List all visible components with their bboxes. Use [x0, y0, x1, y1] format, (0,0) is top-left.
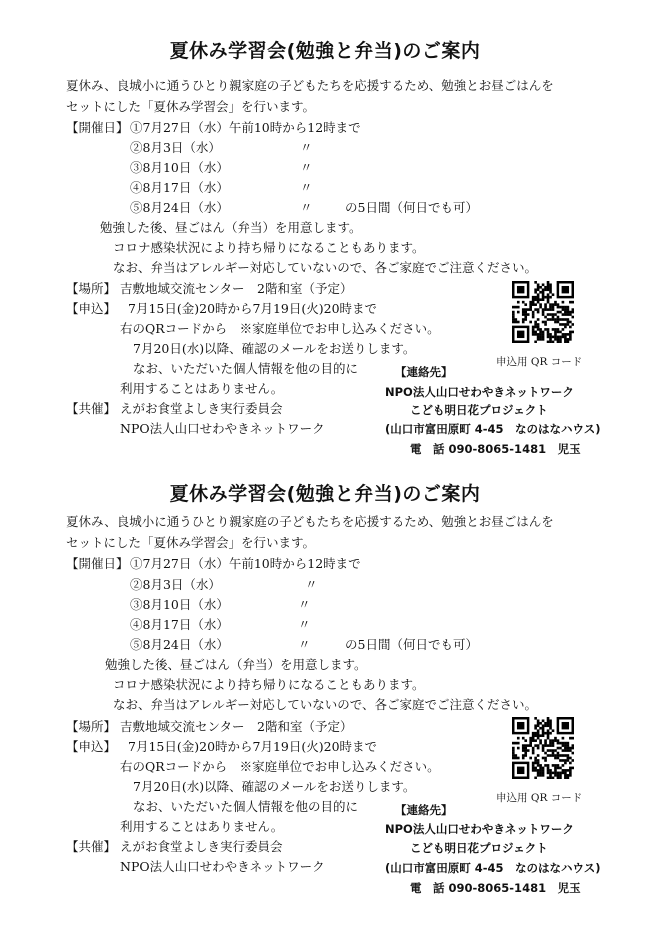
date-item: ⑤8月24日（水）: [130, 200, 229, 215]
sponsor-name: えがお食堂よしき実行委員会: [120, 401, 283, 416]
apply-label: 【申込】: [66, 739, 117, 754]
qr-caption: 申込用 QR コード: [496, 792, 583, 804]
date-item: ①7月27日（水）午前10時から12時まで: [130, 556, 361, 571]
intro-line: セットにした「夏休み学習会」を行います。: [66, 99, 316, 114]
apply-line: なお、いただいた個人情報を他の目的に: [133, 799, 359, 814]
qr-code-icon[interactable]: [512, 281, 574, 343]
date-label: 【開催日】: [66, 556, 129, 571]
ditto-mark: 〃: [300, 200, 313, 215]
date-item: ④8月17日（水）: [130, 617, 229, 632]
contact-phone: 電 話 090-8065-1481 児玉: [410, 442, 581, 456]
date-item: ⑤8月24日（水）: [130, 637, 229, 652]
place-label: 【場所】: [66, 719, 117, 734]
qr-code-icon[interactable]: [512, 717, 574, 779]
sponsor-name: NPO法人山口せわやきネットワーク: [120, 421, 325, 436]
ditto-mark: 〃: [298, 637, 311, 652]
apply-line: 利用することはありません。: [120, 381, 284, 396]
intro-line: セットにした「夏休み学習会」を行います。: [66, 535, 316, 550]
apply-line: 7月15日(金)20時から7月19日(火)20時まで: [128, 301, 378, 316]
notice-bottom: [0, 479, 650, 929]
contact-org: NPO法人山口せわやきネットワーク: [385, 822, 574, 836]
contact-org: NPO法人山口せわやきネットワーク: [385, 385, 574, 399]
notice-top: [0, 36, 650, 486]
ditto-mark: 〃: [300, 180, 313, 195]
intro-line: 夏休み、良城小に通うひとり親家庭の子どもたちを応援するため、勉強とお昼ごはんを: [66, 514, 554, 529]
ditto-mark: 〃: [298, 617, 311, 632]
lunch-line: なお、弁当はアレルギー対応していないので、各ご家庭でご注意ください。: [113, 697, 537, 712]
contact-address: (山口市富田原町 4-45 なのはなハウス): [385, 422, 601, 436]
contact-label: 【連絡先】: [395, 803, 453, 817]
lunch-line: なお、弁当はアレルギー対応していないので、各ご家庭でご注意ください。: [113, 260, 537, 275]
apply-line: 7月20日(水)以降、確認のメールをお送りします。: [133, 779, 416, 794]
total-days: の5日間（何日でも可）: [345, 200, 478, 215]
ditto-mark: 〃: [300, 140, 313, 155]
apply-line: 7月20日(水)以降、確認のメールをお送りします。: [133, 341, 416, 356]
place-label: 【場所】: [66, 281, 117, 296]
date-item: ③8月10日（水）: [130, 160, 229, 175]
contact-address: (山口市富田原町 4-45 なのはなハウス): [385, 861, 601, 875]
place-value: 吉敷地域交流センター 2階和室（予定）: [120, 719, 353, 734]
ditto-mark: 〃: [305, 577, 318, 592]
qr-caption: 申込用 QR コード: [496, 356, 583, 368]
place-value: 吉敷地域交流センター 2階和室（予定）: [120, 281, 353, 296]
date-item: ①7月27日（水）午前10時から12時まで: [130, 120, 361, 135]
lunch-line: コロナ感染状況により持ち帰りになることもあります。: [113, 677, 425, 692]
date-item: ④8月17日（水）: [130, 180, 229, 195]
sponsor-name: えがお食堂よしき実行委員会: [120, 839, 283, 854]
date-item: ②8月3日（水）: [130, 577, 221, 592]
contact-project: こども明日花プロジェクト: [410, 403, 548, 417]
date-item: ②8月3日（水）: [130, 140, 221, 155]
sponsor-label: 【共催】: [66, 401, 117, 416]
apply-line: 7月15日(金)20時から7月19日(火)20時まで: [128, 739, 378, 754]
notice-title: 夏休み学習会(勉強と弁当)のご案内: [169, 40, 481, 62]
apply-line: 右のQRコードから ※家庭単位でお申し込みください。: [120, 759, 440, 774]
ditto-mark: 〃: [300, 160, 313, 175]
lunch-line: コロナ感染状況により持ち帰りになることもあります。: [113, 240, 425, 255]
lunch-line: 勉強した後、昼ごはん（弁当）を用意します。: [105, 657, 367, 672]
apply-line: なお、いただいた個人情報を他の目的に: [133, 361, 359, 376]
date-item: ③8月10日（水）: [130, 597, 229, 612]
lunch-line: 勉強した後、昼ごはん（弁当）を用意します。: [100, 220, 362, 235]
total-days: の5日間（何日でも可）: [345, 637, 478, 652]
contact-project: こども明日花プロジェクト: [410, 841, 548, 855]
apply-label: 【申込】: [66, 301, 117, 316]
contact-label: 【連絡先】: [395, 365, 453, 379]
date-label: 【開催日】: [66, 120, 129, 135]
intro-line: 夏休み、良城小に通うひとり親家庭の子どもたちを応援するため、勉強とお昼ごはんを: [66, 78, 554, 93]
notice-title: 夏休み学習会(勉強と弁当)のご案内: [169, 483, 481, 505]
apply-line: 利用することはありません。: [120, 819, 284, 834]
sponsor-name: NPO法人山口せわやきネットワーク: [120, 859, 325, 874]
apply-line: 右のQRコードから ※家庭単位でお申し込みください。: [120, 321, 440, 336]
contact-phone: 電 話 090-8065-1481 児玉: [410, 881, 581, 895]
sponsor-label: 【共催】: [66, 839, 117, 854]
ditto-mark: 〃: [298, 597, 311, 612]
